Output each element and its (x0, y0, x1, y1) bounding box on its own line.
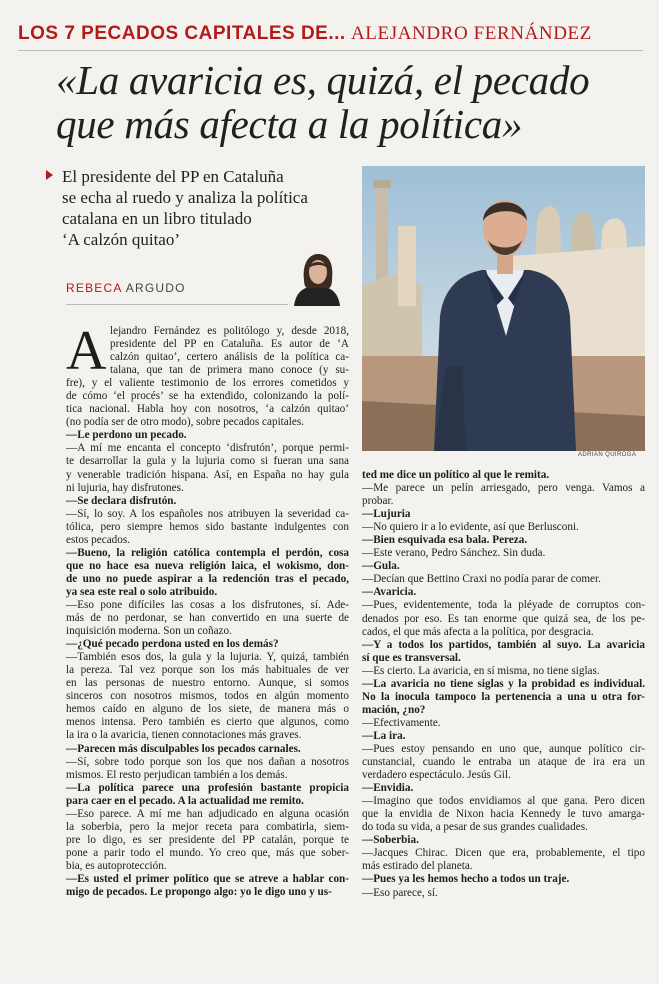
question-line: —Gula. (362, 560, 400, 573)
text-line: —También esos dos, la gula y la lujuria. Y, quizá, también (66, 651, 349, 664)
question-line: —Se declara disfrutón. (66, 494, 177, 507)
deck-line: ‘A calzón quitao’ (62, 230, 181, 249)
text-line: —Me parece un pelín arriesgado, pero venga. Vamos a (362, 482, 645, 495)
section-kicker (18, 20, 648, 48)
text-line: la pereza. Tal vez porque son los más habituales de ver (66, 664, 349, 677)
headline-line: que más afecta a la política» (56, 101, 523, 147)
text-line: —No quiero ir a lo evidente, así que Berlusconi. (362, 521, 579, 534)
author-first-name: REBECA (66, 281, 122, 295)
deck-line: se echa al ruedo y analiza la política (62, 188, 308, 207)
text-line: ni lujuria, hay disfrutones. (66, 481, 184, 494)
text-line: fre), y el valiente testimonio de los errores cometidos y (66, 377, 349, 390)
deck-arrow-icon (46, 170, 53, 180)
question-line: —Soberbia. (362, 834, 419, 847)
article-column-2 (362, 469, 645, 900)
text-line: más de no perdonar, se han convertido en una suerte de (66, 612, 349, 625)
question-line: —Le perdono un pecado. (66, 429, 187, 442)
question-line: para caer en el pecado. A la actualidad me remito. (66, 794, 304, 807)
question-line: —La avaricia no tiene siglas y la probidad es individual. (362, 677, 645, 690)
text-line: tica nacional. Habla hoy con nosotros, ‘a calzón quitao’ (66, 403, 349, 416)
drop-cap: A (66, 320, 107, 382)
text-line: —Sí, lo soy. A los españoles nos atribuyen la severidad ca- (66, 507, 349, 520)
text-line: sinceros con nosotros mismos, todos en algún momento (66, 690, 349, 703)
text-line: verdadero espectáculo. Jesús Gil. (362, 769, 511, 782)
text-line: talana, que tan de primera mano conoce (y su- (110, 364, 349, 377)
text-line: —Este verano, Pedro Sánchez. Sin duda. (362, 547, 546, 560)
deck-line: catalana en un libro titulado (62, 209, 252, 228)
text-line: —Eso parece. A mí me han adjudicado en alguna ocasión (66, 807, 349, 820)
text-line: —Sí, sobre todo porque son los que nos dañan a nosotros (66, 755, 349, 768)
question-line: —Es usted el primer político que se atreve a hablar con- (66, 872, 349, 885)
divider (18, 50, 643, 51)
text-line: —Decían que Bettino Craxi no podía parar de comer. (362, 573, 601, 586)
text-line: —Efectivamente. (362, 716, 441, 729)
text-line: probar. (362, 495, 394, 508)
text-line: la soberbia, pero la mejor receta para combatirla, siem- (66, 820, 349, 833)
text-line: hemos caído en alguno de los siete, de manera más o (66, 703, 349, 716)
text-line: estos pecados. (66, 533, 131, 546)
text-line: —Jacques Chirac. Dicen que era, probablemente, el tipo (362, 847, 645, 860)
question-line: —La ira. (362, 729, 406, 742)
text-line: calzón quitao’, certero análisis de la política ca- (110, 351, 349, 364)
text-line: do toda su vida, a pesar de sus grandes cualidades. (362, 821, 588, 834)
headline (56, 58, 656, 146)
question-line: —Lujuria (362, 508, 411, 521)
text-line: pone a parir todo el mundo. Yo creo que, más que sober- (66, 846, 349, 859)
byline (66, 281, 186, 295)
text-line: en las personas de nuestro entorno. Aunque, si somos (66, 677, 349, 690)
question-line: sí que es transversal. (362, 651, 461, 664)
question-line: No la inocula tampoco la pertenencia a una u otra for- (362, 690, 645, 703)
deck-line: El presidente del PP en Cataluña (62, 167, 284, 186)
text-line: —Eso pone difíciles las cosas a los disfrutones, sí. Ade- (66, 598, 349, 611)
text-line: lejandro Fernández es politólogo y, desde 2018, (110, 325, 349, 337)
interviewee-name: ALEJANDRO FERNÁNDEZ (350, 23, 592, 44)
question-line: ya sea este real o solo atribuido. (66, 585, 218, 598)
question-line: —¿Qué pecado perdona usted en los demás? (66, 638, 279, 651)
text-line: que la envidia de Nixon hacia Kennedy le tuvo amarga- (362, 808, 645, 821)
text-line: (no podía ser de otro modo), sobre pecados capitales. (66, 416, 304, 429)
question-line: —Bien esquivada esa bala. Pereza. (362, 534, 528, 547)
text-line: —A mí me encanta el concepto ‘disfrutón’, porque permi- (66, 442, 349, 455)
question-line: mación, ¿no? (362, 703, 426, 716)
question-line: —Avaricia. (362, 586, 417, 599)
author-last-name: ARGUDO (125, 281, 186, 295)
text-line: inquisición moderna. Son un coñazo. (66, 625, 232, 638)
main-photo (362, 166, 645, 451)
question-line: que no hace esa nueva religión laica, el wokismo, don- (66, 559, 349, 572)
series-title: LOS 7 PECADOS CAPITALES DE... (18, 23, 346, 44)
headline-line: «La avaricia es, quizá, el pecado (56, 57, 590, 103)
text-line: tólica, pero siempre hemos sido bastante indulgentes con (66, 520, 349, 533)
question-line: migo de pecados. Le propongo algo: yo le digo uno y us- (66, 886, 332, 899)
question-line: —La política parece una profesión bastante propicia (66, 781, 349, 794)
text-line: cunstancial, cuando le entraba un ataque de ira era un (362, 756, 645, 769)
question-line: —Pues ya les hemos hecho a todos un traje. (362, 873, 570, 886)
text-line: denados por eso. Es tan enorme que quizá sea, de los pe- (362, 612, 645, 625)
text-line: cados, el que más afecta a la política, por desgracia. (362, 625, 594, 638)
text-line: —Pues estoy pensando en uno que, aunque político cir- (362, 742, 645, 755)
question-line: —Y a todos los partidos, también al suyo. La avaricia (362, 638, 645, 651)
text-line: mismos. El resto perjudican también a los demás. (66, 768, 288, 781)
text-line: —Es cierto. La avaricia, en sí misma, no tiene siglas. (362, 664, 600, 677)
text-line: —Imagino que todos envidiamos al que gana. Pero dicen (362, 795, 645, 808)
text-line: más estirado del planeta. (362, 860, 473, 873)
text-line: te desarrollar la gula y la lujuria como si fueran una sana (66, 455, 349, 468)
author-portrait (288, 250, 346, 306)
text-line: menos intensa. Pero también es cierto que algunos, como (66, 716, 349, 729)
photo-credit: ADRIAN QUIROGA (578, 452, 637, 458)
question-line: ted me dice un político al que le remita. (362, 469, 550, 481)
question-line: —Parecen más disculpables los pecados carnales. (66, 742, 301, 755)
text-line: de cómo ‘el procés’ se ha extendido, colonizando la polí- (66, 390, 349, 403)
text-line: bia, es autoprotección. (66, 859, 167, 872)
question-line: —Bueno, la religión católica contempla el perdón, cosa (66, 546, 349, 559)
question-line: —Envidia. (362, 782, 414, 795)
article-column-1 (66, 320, 349, 899)
text-line: la ira o la avaricia, tienen connotaciones más graves. (66, 729, 302, 742)
text-line: presidente del PP en Cataluña. Es autor de ‘A (110, 338, 349, 351)
text-line: y venerable tradición hispana. Así, en España no hay gula (66, 468, 349, 481)
deck-summary (62, 166, 352, 250)
text-line: pre lo digo, es ser presidente del PP catalán, porque te (66, 833, 349, 846)
text-line: —Pues, evidentemente, toda la pléyade de corruptos con- (362, 599, 645, 612)
question-line: de uno no puede aspirar a la redención tras el pecado, (66, 572, 349, 585)
text-line: —Eso parece, sí. (362, 886, 438, 899)
